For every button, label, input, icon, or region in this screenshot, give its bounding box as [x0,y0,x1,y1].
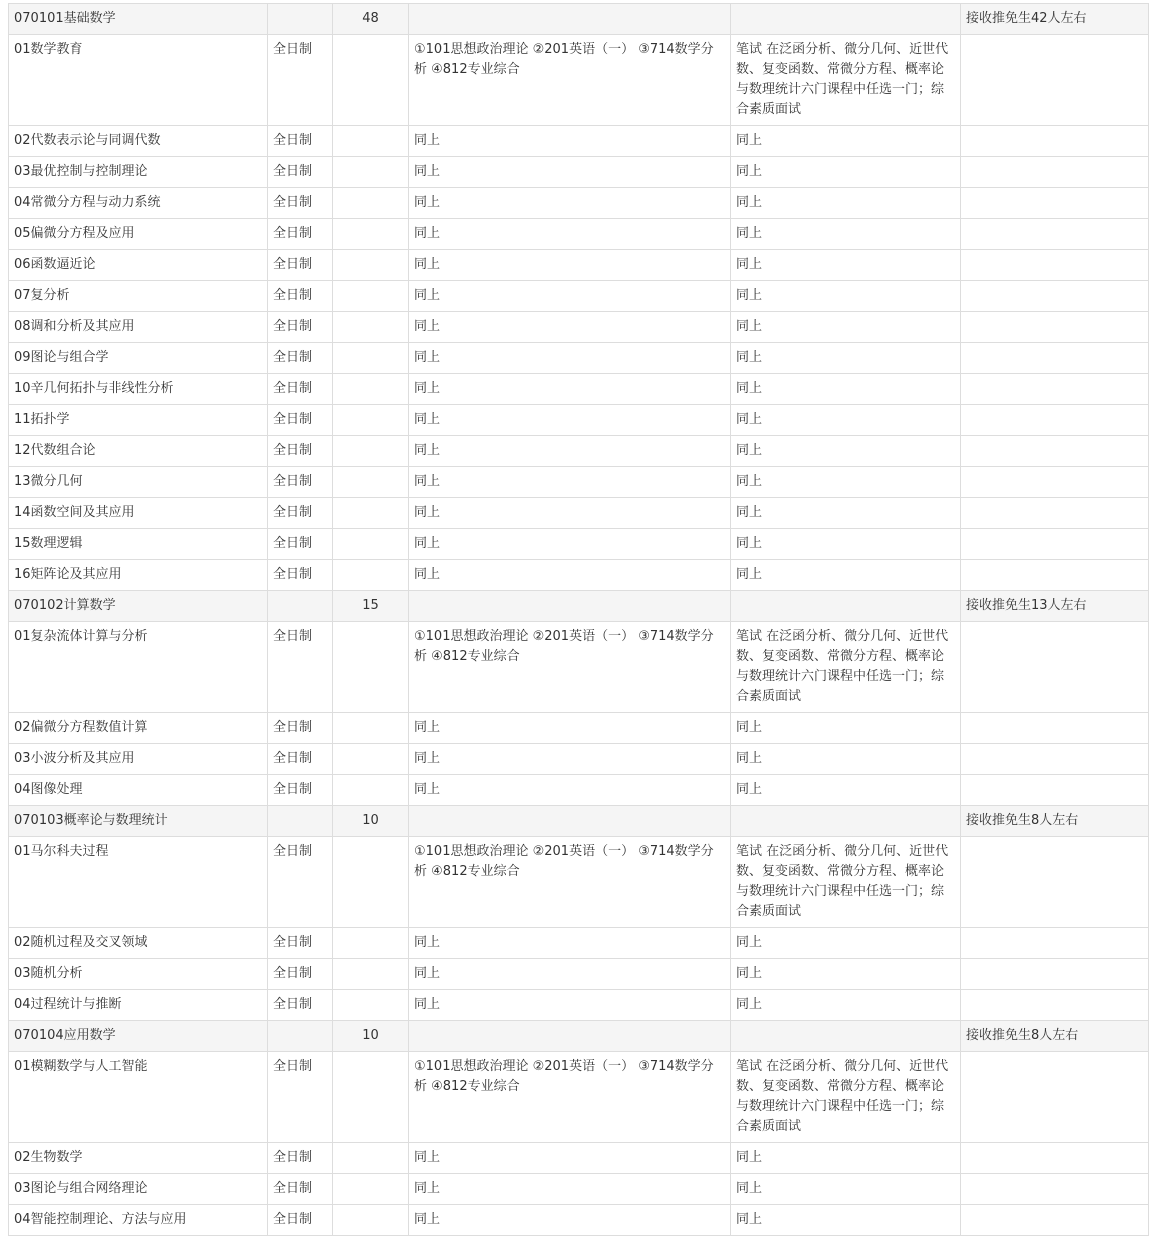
cell-remarks: 接收推免生8人左右 [961,1021,1149,1052]
cell-enrollment-count [333,1205,409,1236]
cell-enrollment-count [333,744,409,775]
cell-study-mode: 全日制 [268,374,333,405]
cell-study-mode: 全日制 [268,990,333,1021]
cell-exam-subjects: 同上 [409,436,731,467]
direction-row [9,622,1149,713]
direction-row [9,467,1149,498]
cell-study-mode: 全日制 [268,622,333,713]
cell-retest-content: 同上 [731,959,961,990]
direction-row [9,312,1149,343]
direction-row [9,560,1149,591]
cell-retest-content: 同上 [731,498,961,529]
direction-row [9,713,1149,744]
cell-direction-name: 12代数组合论 [9,436,268,467]
cell-remarks [961,560,1149,591]
cell-exam-subjects: ①101思想政治理论 ②201英语（一） ③714数学分析 ④812专业综合 [409,35,731,126]
cell-remarks [961,622,1149,713]
cell-direction-name: 06函数逼近论 [9,250,268,281]
cell-study-mode [268,1021,333,1052]
cell-retest-content: 同上 [731,775,961,806]
cell-remarks [961,126,1149,157]
direction-row [9,837,1149,928]
cell-study-mode: 全日制 [268,1143,333,1174]
cell-enrollment-count [333,990,409,1021]
cell-study-mode: 全日制 [268,467,333,498]
cell-retest-content [731,4,961,35]
cell-exam-subjects: 同上 [409,374,731,405]
cell-retest-content: 同上 [731,374,961,405]
direction-row [9,1143,1149,1174]
cell-direction-name: 01模糊数学与人工智能 [9,1052,268,1143]
cell-direction-name: 11拓扑学 [9,405,268,436]
cell-direction-name: 16矩阵论及其应用 [9,560,268,591]
cell-direction-name: 05偏微分方程及应用 [9,219,268,250]
cell-study-mode: 全日制 [268,713,333,744]
cell-retest-content: 同上 [731,436,961,467]
cell-retest-content: 同上 [731,928,961,959]
cell-exam-subjects: 同上 [409,990,731,1021]
cell-exam-subjects: 同上 [409,219,731,250]
cell-retest-content: 同上 [731,157,961,188]
cell-enrollment-count [333,713,409,744]
cell-retest-content: 同上 [731,405,961,436]
cell-direction-name: 13微分几何 [9,467,268,498]
cell-enrollment-count [333,1143,409,1174]
direction-row [9,343,1149,374]
cell-direction-name: 04常微分方程与动力系统 [9,188,268,219]
table-body [9,4,1149,1236]
cell-direction-name: 03图论与组合网络理论 [9,1174,268,1205]
direction-row [9,35,1149,126]
cell-study-mode: 全日制 [268,188,333,219]
cell-direction-name: 14函数空间及其应用 [9,498,268,529]
cell-direction-name: 09图论与组合学 [9,343,268,374]
cell-study-mode: 全日制 [268,281,333,312]
cell-exam-subjects: 同上 [409,959,731,990]
cell-remarks [961,775,1149,806]
cell-remarks [961,219,1149,250]
cell-remarks [961,837,1149,928]
cell-enrollment-count [333,374,409,405]
cell-remarks [961,498,1149,529]
cell-exam-subjects: 同上 [409,157,731,188]
cell-direction-name: 01数学教育 [9,35,268,126]
cell-retest-content [731,591,961,622]
cell-exam-subjects [409,806,731,837]
cell-exam-subjects: 同上 [409,560,731,591]
direction-row [9,1205,1149,1236]
cell-exam-subjects: ①101思想政治理论 ②201英语（一） ③714数学分析 ④812专业综合 [409,837,731,928]
cell-remarks [961,1143,1149,1174]
cell-direction-name: 03随机分析 [9,959,268,990]
cell-direction-name: 02生物数学 [9,1143,268,1174]
cell-remarks [961,1205,1149,1236]
cell-study-mode: 全日制 [268,343,333,374]
direction-row [9,928,1149,959]
cell-enrollment-count: 15 [333,591,409,622]
cell-exam-subjects: 同上 [409,744,731,775]
cell-exam-subjects: 同上 [409,126,731,157]
cell-retest-content: 同上 [731,560,961,591]
cell-retest-content [731,806,961,837]
cell-exam-subjects: 同上 [409,928,731,959]
cell-enrollment-count [333,959,409,990]
cell-retest-content: 同上 [731,990,961,1021]
cell-direction-name: 01复杂流体计算与分析 [9,622,268,713]
cell-enrollment-count [333,312,409,343]
cell-retest-content: 同上 [731,467,961,498]
cell-exam-subjects: 同上 [409,281,731,312]
cell-retest-content: 同上 [731,219,961,250]
cell-remarks [961,35,1149,126]
cell-exam-subjects: 同上 [409,188,731,219]
cell-exam-subjects: ①101思想政治理论 ②201英语（一） ③714数学分析 ④812专业综合 [409,1052,731,1143]
cell-remarks [961,1052,1149,1143]
cell-remarks: 接收推免生42人左右 [961,4,1149,35]
cell-exam-subjects: 同上 [409,775,731,806]
enrollment-table [8,3,1149,1236]
cell-direction-name: 04图像处理 [9,775,268,806]
cell-retest-content: 笔试 在泛函分析、微分几何、近世代数、复变函数、常微分方程、概率论与数理统计六门课程中任选一门；综合素质面试 [731,622,961,713]
cell-study-mode: 全日制 [268,219,333,250]
cell-enrollment-count [333,343,409,374]
cell-direction-name: 02随机过程及交叉领域 [9,928,268,959]
cell-study-mode: 全日制 [268,1205,333,1236]
cell-exam-subjects: 同上 [409,343,731,374]
cell-direction-name: 15数理逻辑 [9,529,268,560]
cell-exam-subjects: 同上 [409,1143,731,1174]
cell-enrollment-count [333,529,409,560]
cell-enrollment-count: 10 [333,1021,409,1052]
cell-retest-content: 同上 [731,1205,961,1236]
direction-row [9,157,1149,188]
cell-major-code-name: 070102计算数学 [9,591,268,622]
cell-remarks [961,157,1149,188]
cell-enrollment-count [333,498,409,529]
cell-exam-subjects: 同上 [409,1205,731,1236]
cell-exam-subjects: 同上 [409,405,731,436]
cell-enrollment-count [333,35,409,126]
direction-row [9,250,1149,281]
cell-enrollment-count [333,219,409,250]
cell-study-mode: 全日制 [268,928,333,959]
direction-row [9,1174,1149,1205]
cell-enrollment-count [333,157,409,188]
cell-exam-subjects: 同上 [409,713,731,744]
cell-exam-subjects [409,1021,731,1052]
cell-exam-subjects [409,591,731,622]
cell-retest-content: 同上 [731,744,961,775]
cell-remarks [961,467,1149,498]
cell-remarks [961,343,1149,374]
cell-study-mode: 全日制 [268,1052,333,1143]
cell-remarks [961,312,1149,343]
direction-row [9,436,1149,467]
direction-row [9,281,1149,312]
cell-exam-subjects: ①101思想政治理论 ②201英语（一） ③714数学分析 ④812专业综合 [409,622,731,713]
direction-row [9,219,1149,250]
cell-enrollment-count [333,1174,409,1205]
major-row [9,1021,1149,1052]
cell-direction-name: 01马尔科夫过程 [9,837,268,928]
cell-exam-subjects: 同上 [409,250,731,281]
cell-major-code-name: 070104应用数学 [9,1021,268,1052]
direction-row [9,1052,1149,1143]
cell-retest-content: 同上 [731,281,961,312]
cell-direction-name: 04过程统计与推断 [9,990,268,1021]
cell-enrollment-count [333,188,409,219]
cell-remarks [961,281,1149,312]
direction-row [9,374,1149,405]
direction-row [9,405,1149,436]
cell-exam-subjects: 同上 [409,498,731,529]
cell-study-mode: 全日制 [268,1174,333,1205]
major-row [9,591,1149,622]
direction-row [9,126,1149,157]
cell-study-mode [268,806,333,837]
cell-remarks [961,374,1149,405]
direction-row [9,744,1149,775]
cell-remarks [961,405,1149,436]
cell-direction-name: 02偏微分方程数值计算 [9,713,268,744]
cell-enrollment-count [333,837,409,928]
cell-retest-content: 同上 [731,312,961,343]
cell-retest-content: 同上 [731,713,961,744]
cell-remarks [961,250,1149,281]
cell-study-mode: 全日制 [268,775,333,806]
cell-remarks [961,1174,1149,1205]
cell-study-mode: 全日制 [268,560,333,591]
cell-enrollment-count [333,436,409,467]
cell-direction-name: 03小波分析及其应用 [9,744,268,775]
cell-enrollment-count [333,250,409,281]
cell-exam-subjects: 同上 [409,529,731,560]
cell-major-code-name: 070101基础数学 [9,4,268,35]
cell-enrollment-count: 48 [333,4,409,35]
cell-enrollment-count: 10 [333,806,409,837]
cell-study-mode: 全日制 [268,744,333,775]
major-row [9,806,1149,837]
direction-row [9,188,1149,219]
cell-retest-content [731,1021,961,1052]
cell-exam-subjects: 同上 [409,1174,731,1205]
direction-row [9,529,1149,560]
cell-enrollment-count [333,775,409,806]
direction-row [9,959,1149,990]
cell-remarks [961,928,1149,959]
cell-remarks [961,990,1149,1021]
cell-retest-content: 同上 [731,1174,961,1205]
cell-remarks [961,744,1149,775]
cell-remarks: 接收推免生8人左右 [961,806,1149,837]
cell-retest-content: 同上 [731,188,961,219]
cell-study-mode: 全日制 [268,405,333,436]
cell-exam-subjects: 同上 [409,312,731,343]
cell-remarks [961,959,1149,990]
cell-remarks [961,188,1149,219]
cell-study-mode: 全日制 [268,436,333,467]
cell-enrollment-count [333,622,409,713]
cell-exam-subjects: 同上 [409,467,731,498]
cell-remarks [961,436,1149,467]
cell-study-mode: 全日制 [268,250,333,281]
cell-retest-content: 同上 [731,1143,961,1174]
cell-study-mode [268,591,333,622]
cell-major-code-name: 070103概率论与数理统计 [9,806,268,837]
cell-retest-content: 同上 [731,126,961,157]
cell-remarks [961,713,1149,744]
cell-retest-content: 同上 [731,250,961,281]
cell-direction-name: 08调和分析及其应用 [9,312,268,343]
cell-enrollment-count [333,1052,409,1143]
direction-row [9,498,1149,529]
cell-enrollment-count [333,928,409,959]
major-row [9,4,1149,35]
cell-enrollment-count [333,126,409,157]
cell-study-mode: 全日制 [268,529,333,560]
cell-retest-content: 笔试 在泛函分析、微分几何、近世代数、复变函数、常微分方程、概率论与数理统计六门课程中任选一门；综合素质面试 [731,1052,961,1143]
cell-study-mode: 全日制 [268,837,333,928]
cell-enrollment-count [333,281,409,312]
cell-study-mode: 全日制 [268,312,333,343]
cell-study-mode: 全日制 [268,498,333,529]
cell-direction-name: 03最优控制与控制理论 [9,157,268,188]
cell-retest-content: 同上 [731,529,961,560]
cell-retest-content: 同上 [731,343,961,374]
cell-enrollment-count [333,560,409,591]
direction-row [9,990,1149,1021]
cell-exam-subjects [409,4,731,35]
cell-enrollment-count [333,405,409,436]
cell-direction-name: 10辛几何拓扑与非线性分析 [9,374,268,405]
cell-retest-content: 笔试 在泛函分析、微分几何、近世代数、复变函数、常微分方程、概率论与数理统计六门课程中任选一门；综合素质面试 [731,837,961,928]
cell-enrollment-count [333,467,409,498]
direction-row [9,775,1149,806]
cell-direction-name: 07复分析 [9,281,268,312]
cell-remarks [961,529,1149,560]
cell-study-mode: 全日制 [268,959,333,990]
cell-retest-content: 笔试 在泛函分析、微分几何、近世代数、复变函数、常微分方程、概率论与数理统计六门课程中任选一门；综合素质面试 [731,35,961,126]
cell-study-mode: 全日制 [268,126,333,157]
cell-direction-name: 02代数表示论与同调代数 [9,126,268,157]
cell-study-mode [268,4,333,35]
cell-remarks: 接收推免生13人左右 [961,591,1149,622]
cell-study-mode: 全日制 [268,35,333,126]
cell-study-mode: 全日制 [268,157,333,188]
cell-direction-name: 04智能控制理论、方法与应用 [9,1205,268,1236]
